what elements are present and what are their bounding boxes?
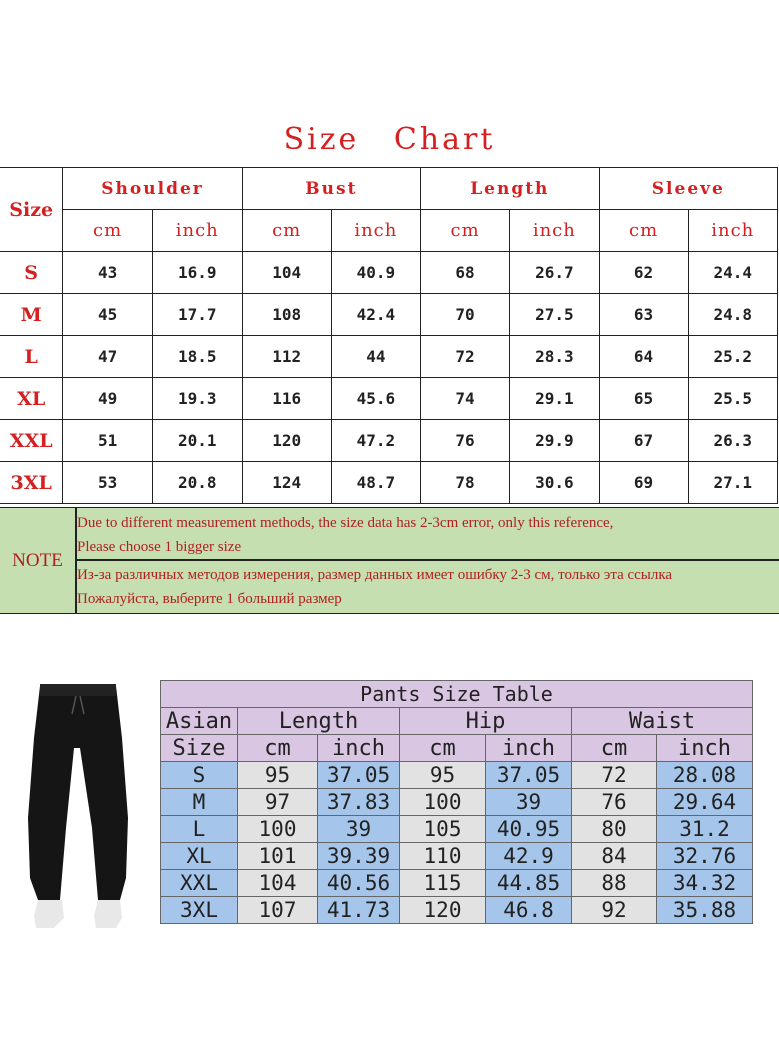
value-cell: 25.5 [688,378,777,420]
note-ru-line: Из-за различных методов измерения, размер данных имеет ошибку 2-3 см, только эта ссылка [77,567,673,583]
value-cell: 69 [599,462,688,504]
unit-inch: inch [152,210,242,252]
value-cell: 30.6 [510,462,600,504]
size-chart-title: Size Chart [283,122,496,157]
table-row [0,420,778,462]
value-cell: 45 [63,294,153,336]
value-cell: 124 [242,462,331,504]
value-cell: 19.3 [152,378,242,420]
unit-cm: cm [238,735,318,762]
value-cell: 84 [572,843,657,870]
size-cell: M [161,789,238,816]
group-header: Length [421,168,600,210]
value-cell: 65 [599,378,688,420]
value-cell: 74 [421,378,510,420]
value-cell: 100 [400,789,486,816]
note-ru-line: Пожалуйста, выберите 1 больший размер [77,591,342,607]
value-cell: 46.8 [486,897,572,924]
value-cell: 105 [400,816,486,843]
value-cell: 51 [63,420,153,462]
value-cell: 39 [486,789,572,816]
value-cell: 53 [63,462,153,504]
value-cell: 95 [238,762,318,789]
size-cell: XXL [161,870,238,897]
value-cell: 41.73 [318,897,400,924]
top-size-table [0,167,778,504]
group-header: Length [238,708,400,735]
value-cell: 76 [421,420,510,462]
value-cell: 29.64 [657,789,753,816]
value-cell: 31.2 [657,816,753,843]
value-cell: 116 [242,378,331,420]
value-cell: 62 [599,252,688,294]
size-cell: M [0,294,63,336]
value-cell: 32.76 [657,843,753,870]
size-cell: XL [161,843,238,870]
value-cell: 40.9 [331,252,420,294]
asian-size-header: Asian [161,708,238,735]
value-cell: 37.83 [318,789,400,816]
size-cell: 3XL [0,462,63,504]
group-header: Waist [572,708,753,735]
table-row [161,843,753,870]
value-cell: 72 [572,762,657,789]
value-cell: 25.2 [688,336,777,378]
value-cell: 115 [400,870,486,897]
value-cell: 49 [63,378,153,420]
value-cell: 100 [238,816,318,843]
value-cell: 24.8 [688,294,777,336]
unit-inch: inch [486,735,572,762]
value-cell: 20.1 [152,420,242,462]
value-cell: 26.7 [510,252,600,294]
value-cell: 45.6 [331,378,420,420]
value-cell: 78 [421,462,510,504]
value-cell: 39 [318,816,400,843]
unit-inch: inch [510,210,600,252]
group-header: Bust [242,168,420,210]
group-header: Sleeve [599,168,777,210]
value-cell: 44.85 [486,870,572,897]
value-cell: 17.7 [152,294,242,336]
value-cell: 64 [599,336,688,378]
value-cell: 112 [242,336,331,378]
value-cell: 28.3 [510,336,600,378]
value-cell: 80 [572,816,657,843]
table-row [0,462,778,504]
value-cell: 29.1 [510,378,600,420]
value-cell: 104 [238,870,318,897]
table-row [161,789,753,816]
unit-inch: inch [688,210,777,252]
table-row [0,378,778,420]
table-row [161,897,753,924]
unit-cm: cm [599,210,688,252]
table-row [0,336,778,378]
value-cell: 16.9 [152,252,242,294]
group-header: Hip [400,708,572,735]
note-section [0,507,779,614]
table-row [0,294,778,336]
value-cell: 104 [242,252,331,294]
value-cell: 47.2 [331,420,420,462]
table-row [161,816,753,843]
note-en-line: Please choose 1 bigger size [77,539,242,555]
value-cell: 108 [242,294,331,336]
unit-inch: inch [318,735,400,762]
group-header: Shoulder [63,168,242,210]
size-cell: 3XL [161,897,238,924]
value-cell: 24.4 [688,252,777,294]
unit-cm: cm [63,210,153,252]
size-cell: S [0,252,63,294]
size-header: Size [0,168,63,252]
value-cell: 88 [572,870,657,897]
value-cell: 37.05 [318,762,400,789]
value-cell: 48.7 [331,462,420,504]
value-cell: 44 [331,336,420,378]
unit-cm: cm [572,735,657,762]
note-en-line: Due to different measurement methods, the size data has 2-3cm error, only this reference, [77,515,614,531]
note-label: NOTE [0,508,77,613]
value-cell: 34.32 [657,870,753,897]
value-cell: 37.05 [486,762,572,789]
note-russian [77,563,779,611]
value-cell: 42.4 [331,294,420,336]
value-cell: 70 [421,294,510,336]
value-cell: 20.8 [152,462,242,504]
value-cell: 40.95 [486,816,572,843]
size-cell: L [161,816,238,843]
size-cell: S [161,762,238,789]
value-cell: 101 [238,843,318,870]
value-cell: 63 [599,294,688,336]
note-english [77,511,779,559]
table-row [161,870,753,897]
value-cell: 27.1 [688,462,777,504]
size-cell: L [0,336,63,378]
value-cell: 47 [63,336,153,378]
value-cell: 67 [599,420,688,462]
value-cell: 120 [242,420,331,462]
value-cell: 35.88 [657,897,753,924]
pants-table-title: Pants Size Table [161,681,753,708]
value-cell: 18.5 [152,336,242,378]
value-cell: 26.3 [688,420,777,462]
value-cell: 120 [400,897,486,924]
black-pants-image [18,678,138,933]
header-row [0,168,778,210]
unit-inch: inch [331,210,420,252]
table-row [161,762,753,789]
unit-row [0,210,778,252]
asian-size-header: Size [161,735,238,762]
value-cell: 95 [400,762,486,789]
size-cell: XL [0,378,63,420]
value-cell: 68 [421,252,510,294]
unit-cm: cm [400,735,486,762]
unit-cm: cm [242,210,331,252]
value-cell: 92 [572,897,657,924]
size-cell: XXL [0,420,63,462]
value-cell: 42.9 [486,843,572,870]
value-cell: 76 [572,789,657,816]
value-cell: 97 [238,789,318,816]
value-cell: 27.5 [510,294,600,336]
value-cell: 72 [421,336,510,378]
unit-inch: inch [657,735,753,762]
value-cell: 110 [400,843,486,870]
value-cell: 43 [63,252,153,294]
value-cell: 29.9 [510,420,600,462]
value-cell: 107 [238,897,318,924]
value-cell: 28.08 [657,762,753,789]
pants-size-table [160,680,753,924]
value-cell: 39.39 [318,843,400,870]
value-cell: 40.56 [318,870,400,897]
table-row [0,252,778,294]
unit-cm: cm [421,210,510,252]
